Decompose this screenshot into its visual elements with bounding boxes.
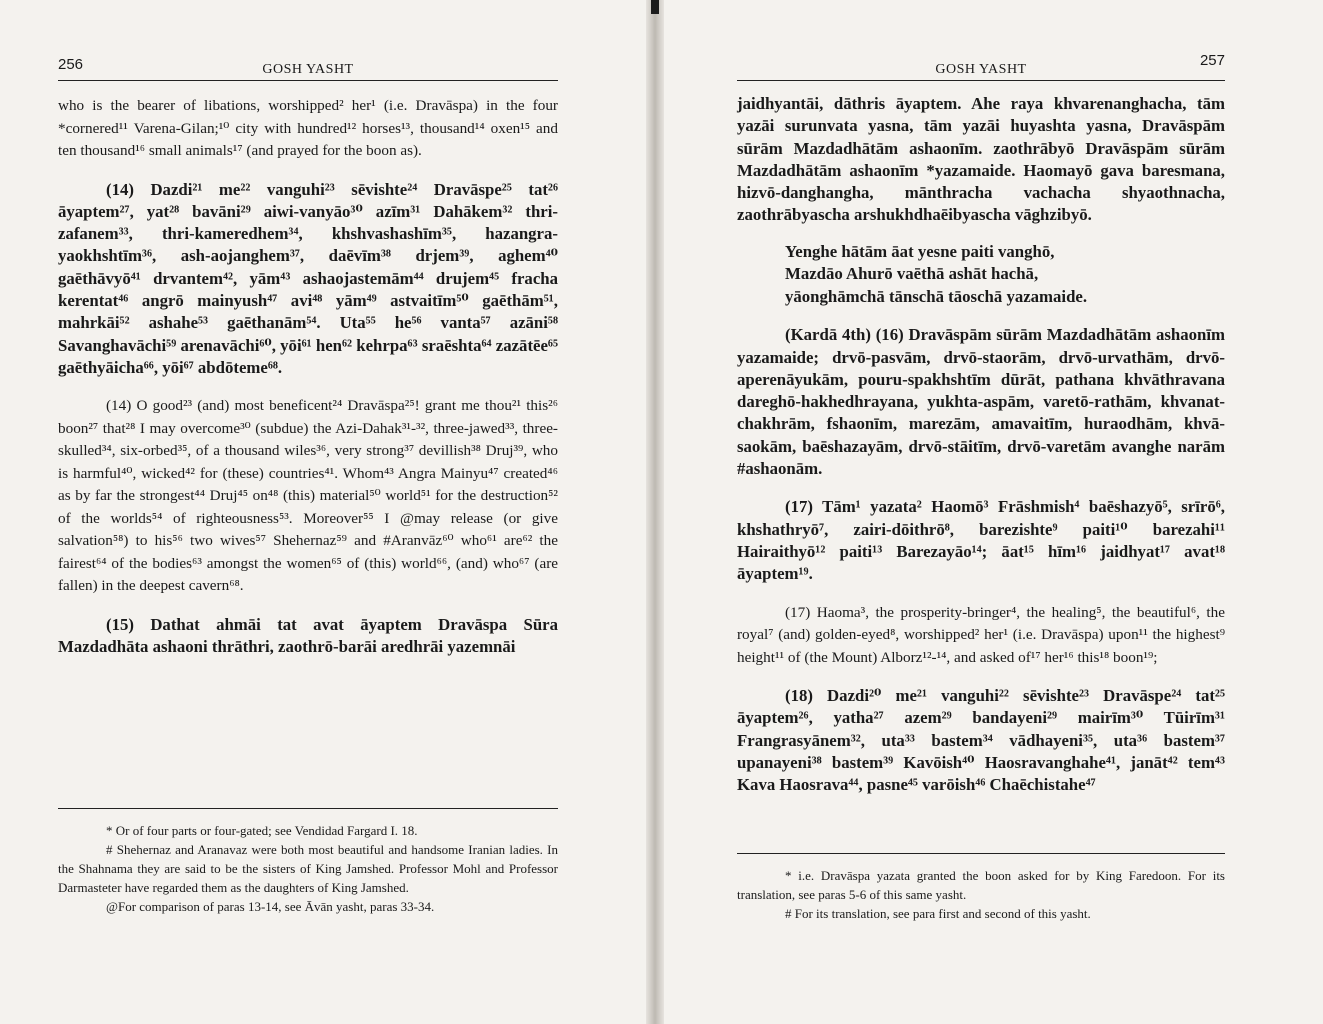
verse-block — [737, 241, 1225, 309]
avestan-paragraph-16: (Kardā 4th) (16) Dravāspām sūrām Mazdadhātām ashaonīm yazamaide; drvō-pasvām, drvō-staorām, drvō-urvathām, drvō-aperenāyukām, pouru-spakhshtīm dūrāt, pathana khvāthravana dareghō-hakhedhrayana, yukhta-aspām, varetō-rathām, khvanat-chakhrām, fshaonīm, marezām, amavaitīm, huraodhām, khvā-saokām, baēshazayām, drvō-stāitīm, drvō-varetām avanghe narām #ashaonām. — [737, 325, 1225, 479]
footnote-rule — [58, 808, 558, 809]
verse-line: Mazdāo Ahurō vaēthā ashāt hachā, — [785, 264, 1039, 284]
translation-paragraph-14: (14) O good²³ (and) most beneficent²⁴ Dravāspa²⁵! grant me thou²¹ this²⁶ boon²⁷ that²⁸ I may overcome³⁰ (subdue) the Azi-Dahak³¹-³², three-jawed³³, three-skulled³⁴, six-orbed³⁵, of a thousand wiles³⁶, very strong³⁷ devillish³⁸ Druj³⁹, who is harmful⁴⁰, wicked⁴² for (these) countries⁴¹. Whom⁴³ Angra Mainyu⁴⁷ created⁴⁶ as by far the strongest⁴⁴ Druj⁴⁵ on⁴⁸ (this) material⁵⁰ world⁵¹ for the destruction⁵² of the worlds⁵⁴ of righteousness⁵³. Moreover⁵⁵ I @may release (or give salvation⁵⁸) to his⁵⁶ two wives⁵⁷ Shehernaz⁵⁹ and #Aranvāz⁶⁰ who⁶¹ are⁶² the fairest⁶⁴ of the bodies⁶³ amongst the women⁶⁵ of (this) world⁶⁶, (and) who⁶⁷ (are fallen) in the deepest cavern⁶⁸. — [58, 397, 558, 595]
left-page-body — [58, 95, 558, 658]
right-page-body — [737, 93, 1225, 797]
avestan-paragraph-17: (17) Tām¹ yazata² Haomō³ Frāshmish⁴ baēshazyō⁵, srīrō⁶, khshathryō⁷, zairi-dōithrō⁸, barezishte⁹ paiti¹⁰ barezahi¹¹ Hairaithyō¹² paiti¹³ Barezayāo¹⁴; āat¹⁵ hīm¹⁶ jaidhyat¹⁷ avat¹⁸ āyaptem¹⁹. — [737, 497, 1225, 584]
book-gutter — [646, 0, 664, 1024]
footnote: # Shehernaz and Aranavaz were both most beautiful and handsome Iranian ladies. In the Shahnama they are said to be the sisters of King Jamshed. Professor Mohl and Professor Darmasteter have regarded them as the daughters of King Jamshed. — [58, 842, 558, 895]
footnote: # For its translation, see para first and second of this yasht. — [785, 906, 1091, 921]
footnote: * i.e. Dravāspa yazata granted the boon asked for by King Faredoon. For its translation, see paras 5-6 of this same yasht. — [737, 868, 1225, 902]
right-footnotes — [737, 853, 1225, 923]
footnote-rule — [737, 853, 1225, 854]
left-footnotes — [58, 808, 558, 916]
avestan-paragraph-continuation: jaidhyantāi, dāthris āyaptem. Ahe raya khvarenanghacha, tām yazāi surunvata yasna, tām yazāi huyashta yasna, Dravāspām sūrām Mazdadhātām ashaonīm. zaothrābyō Dravāspām sūrām Mazdadhātām ashaonīm *yazamaide. Haomayō gava baresmana, hizvō-danghangha, mānthracha vachacha shyaothnacha, zaothrābyascha arshukhdhaēibyascha vāghzibyō. — [737, 94, 1225, 225]
avestan-paragraph-14: (14) Dazdi²¹ me²² vanguhi²³ sēvishte²⁴ Dravāspe²⁵ tat²⁶ āyaptem²⁷, yat²⁸ bavāni²⁹ aiwi-vanyāo³⁰ azīm³¹ Dahākem³² thri-zafanem³³, thri-kameredhem³⁴, khshvashashīm³⁵, hazangra-yaokhshtīm³⁶, ash-aojanghem³⁷, daēvīm³⁸ drjem³⁹, aghem⁴⁰ gaēthāvyō⁴¹ drvantem⁴², yām⁴³ ashaojastemām⁴⁴ drujem⁴⁵ fracha kerentat⁴⁶ angrō mainyush⁴⁷ avi⁴⁸ yām⁴⁹ astvaitīm⁵⁰ gaēthām⁵¹, mahrkāi⁵² ashahe⁵³ gaēthanām⁵⁴. Uta⁵⁵ he⁵⁶ vanta⁵⁷ azāni⁵⁸ Savanghavāchi⁵⁹ arenavāchi⁶⁰, yōi⁶¹ hen⁶² kehrpa⁶³ sraēshta⁶⁴ zazātēe⁶⁵ gaēthyāicha⁶⁶, yōi⁶⁷ abdōteme⁶⁸. — [58, 179, 558, 377]
translation-paragraph-17: (17) Haoma³, the prosperity-bringer⁴, the healing⁵, the beautiful⁶, the royal⁷ (and) golden-eyed⁸, worshipped² her¹ (i.e. Dravāspa) upon¹¹ the highest⁹ height¹¹ of (the Mount) Alborz¹²-¹⁴, and asked of¹⁷ her¹⁶ this¹⁸ boon¹⁹; — [737, 603, 1225, 666]
page-number: 257 — [1199, 52, 1225, 69]
paragraph-continuation: who is the bearer of libations, worshipped² her¹ (i.e. Dravāspa) in the four *cornered¹¹ Varena-Gilan;¹⁰ city with hundred¹² horses¹³, thousand¹⁴ oxen¹⁵ and ten thousand¹⁶ small animals¹⁷ (and prayed for the boon as). — [58, 97, 558, 159]
running-head: GOSH YASHT — [935, 62, 1027, 77]
right-page — [664, 0, 1323, 1024]
avestan-paragraph-15: (15) Dathat ahmāi tat avat āyaptem Dravāspa Sūra Mazdadhāta ashaoni thrāthri, zaothrō-barāi aredhrāi yazemnāi — [58, 614, 558, 656]
right-page-header — [737, 52, 1225, 81]
page-number: 256 — [58, 56, 84, 73]
running-head: GOSH YASHT — [262, 62, 354, 77]
footnote: @For comparison of paras 13-14, see Āvān yasht, paras 33-34. — [106, 899, 435, 914]
binding-mark — [651, 0, 659, 14]
left-page-header — [58, 52, 558, 81]
footnote: * Or of four parts or four-gated; see Vendidad Fargard I. 18. — [106, 823, 418, 838]
avestan-paragraph-18: (18) Dazdi²⁰ me²¹ vanguhi²² sēvishte²³ Dravāspe²⁴ tat²⁵ āyaptem²⁶, yatha²⁷ azem²⁹ bandayeni²⁹ mairīm³⁰ Tūirīm³¹ Frangrasyānem³², uta³³ bastem³⁴ vādhayeni³⁵, uta³⁶ bastem³⁷ upanayeni³⁸ bastem³⁹ Kavōish⁴⁰ Haosravanghahe⁴¹, janāt⁴² tem⁴³ Kava Haosrava⁴⁴, pasne⁴⁵ varōish⁴⁶ Chaēchistahe⁴⁷ — [737, 686, 1225, 795]
verse-line: Yenghe hātām āat yesne paiti vanghō, — [785, 241, 1055, 261]
left-page — [0, 0, 648, 1024]
verse-line: yāonghāmchā tānschā tāoschā yazamaide. — [785, 286, 1088, 306]
